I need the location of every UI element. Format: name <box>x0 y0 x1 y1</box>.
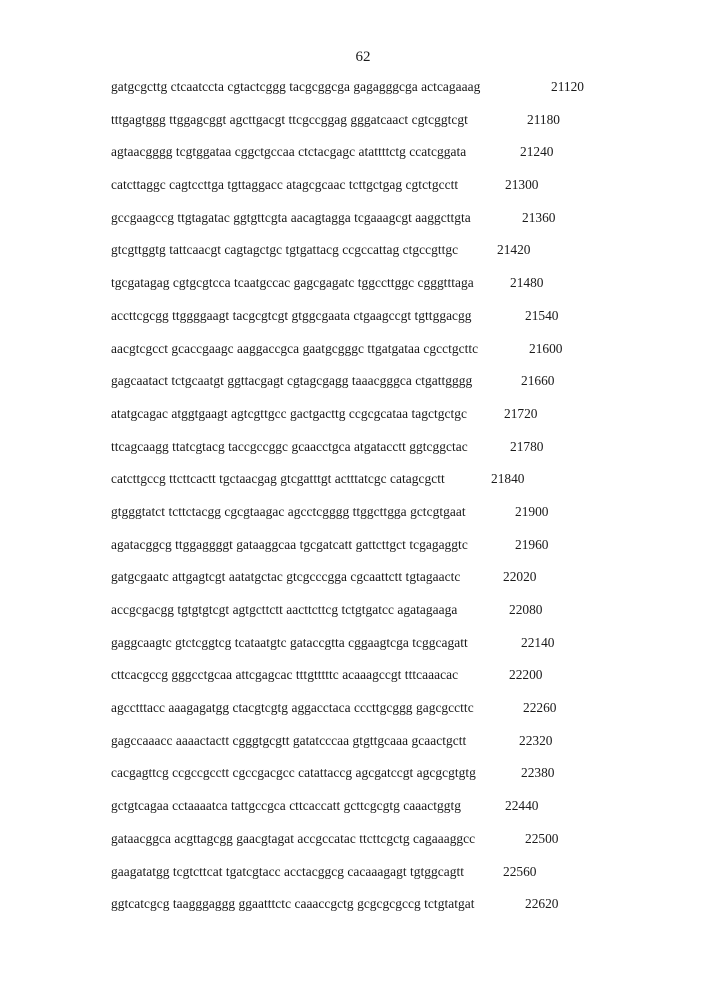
sequence-line <box>111 143 581 176</box>
sequence-text: aacgtcgcct gcaccgaagc aaggaccgca gaatgcgggc ttgatgataa cgcctgcttc <box>111 340 479 356</box>
sequence-text: accttcgcgg ttggggaagt tacgcgtcgt gtggcgaata ctgaagccgt tgttggacgg <box>111 307 472 323</box>
sequence-line <box>111 895 581 928</box>
sequence-position-number: 22560 <box>503 863 537 879</box>
sequence-line <box>111 830 581 863</box>
sequence-line <box>111 111 581 144</box>
sequence-line <box>111 601 581 634</box>
sequence-text: gctgtcagaa cctaaaatca tattgccgca cttcaccatt gcttcgcgtg caaactggtg <box>111 798 462 814</box>
sequence-text: gaagatatgg tcgtcttcat tgatcgtacc acctacggcg cacaaagagt tgtggcagtt <box>111 863 465 879</box>
sequence-line <box>111 764 581 797</box>
sequence-text: agtaacgggg tcgtggataa cggctgccaa ctctacgagc atattttctg ccatcggata <box>111 144 467 160</box>
sequence-position-number: 22200 <box>509 667 543 683</box>
sequence-text: gaggcaagtc gtctcggtcg tcataatgtc gataccgtta cggaagtcga tcggcagatt <box>111 634 468 650</box>
sequence-text: gtcgttggtg tattcaacgt cagtagctgc tgtgattacg ccgccattag ctgccgttgc <box>111 242 459 258</box>
sequence-position-number: 21840 <box>491 471 525 487</box>
sequence-text: cttcacgccg gggcctgcaa attcgagcac tttgtttttc acaaagccgt tttcaaacac <box>111 667 459 683</box>
sequence-line <box>111 209 581 242</box>
sequence-text: ggtcatcgcg taagggaggg ggaatttctc caaaccgctg gcgcgcgccg tctgtatgat <box>111 896 475 912</box>
sequence-position-number: 21600 <box>529 340 563 356</box>
sequence-line <box>111 797 581 830</box>
sequence-position-number: 22440 <box>505 798 539 814</box>
sequence-position-number: 22140 <box>521 634 555 650</box>
sequence-text: accgcgacgg tgtgtgtcgt agtgcttctt aacttcttcg tctgtgatcc agatagaaga <box>111 602 458 617</box>
sequence-line <box>111 666 581 699</box>
sequence-line <box>111 863 581 896</box>
sequence-line <box>111 699 581 732</box>
sequence-position-number: 22080 <box>509 602 543 617</box>
sequence-position-number: 22380 <box>521 765 555 781</box>
sequence-line <box>111 470 581 503</box>
sequence-line <box>111 634 581 667</box>
sequence-text: catcttaggc cagtccttga tgttaggacc atagcgcaac tcttgctgag cgtctgcctt <box>111 177 459 193</box>
sequence-position-number: 21240 <box>520 144 554 160</box>
sequence-position-number: 21660 <box>521 373 555 389</box>
sequence-position-number: 21360 <box>522 209 556 225</box>
sequence-position-number: 22320 <box>519 732 553 748</box>
sequence-line <box>111 732 581 765</box>
sequence-line <box>111 405 581 438</box>
sequence-text: gatgcgaatc attgagtcgt aatatgctac gtcgcccgga cgcaattctt tgtagaactc <box>111 569 461 585</box>
sequence-position-number: 21540 <box>525 307 559 323</box>
sequence-text: gccgaagccg ttgtagatac ggtgttcgta aacagtagga tcgaaagcgt aaggcttgta <box>111 209 471 225</box>
sequence-line <box>111 176 581 209</box>
sequence-line <box>111 241 581 274</box>
sequence-text: gagcaatact tctgcaatgt ggttacgagt cgtagcgagg taaacgggca ctgattgggg <box>111 373 473 389</box>
sequence-line <box>111 307 581 340</box>
sequence-text: agatacggcg ttggaggggt gataaggcaa tgcgatcatt gattcttgct tcgagaggtc <box>111 536 468 552</box>
sequence-position-number: 22260 <box>523 700 557 716</box>
sequence-position-number: 21780 <box>510 438 544 454</box>
sequence-line <box>111 438 581 471</box>
sequence-line <box>111 372 581 405</box>
sequence-line <box>111 274 581 307</box>
sequence-text: gataacggca acgttagcgg gaacgtagat accgccatac ttcttcgctg cagaaaggcc <box>111 830 476 846</box>
sequence-position-number: 22500 <box>525 830 559 846</box>
sequence-text: agcctttacc aaagagatgg ctacgtcgtg aggacctaca cccttgcggg gagcgccttc <box>111 700 474 716</box>
sequence-text: tgcgatagag cgtgcgtcca tcaatgccac gagcgagatc tggccttggc cgggtttaga <box>111 275 474 291</box>
sequence-text: gatgcgcttg ctcaatccta cgtactcggg tacgcggcga gagagggcga actcagaaag <box>111 79 481 94</box>
sequence-line <box>111 536 581 569</box>
sequence-line <box>111 503 581 536</box>
sequence-text: ttcagcaagg ttatcgtacg taccgccggc gcaacctgca atgatacctt ggtcggctac <box>111 438 468 454</box>
sequence-position-number: 21300 <box>505 177 539 193</box>
sequence-line <box>111 568 581 601</box>
sequence-text: catcttgccg ttcttcactt tgctaacgag gtcgatttgt actttatcgc catagcgctt <box>111 471 445 487</box>
sequence-position-number: 21900 <box>515 503 549 519</box>
sequence-position-number: 22620 <box>525 896 559 912</box>
sequence-text: cacgagttcg ccgccgcctt cgccgacgcc catattaccg agcgatccgt agcgcgtgtg <box>111 765 476 781</box>
sequence-line <box>111 78 584 111</box>
sequence-text: tttgagtggg ttggagcggt agcttgacgt ttcgccggag gggatcaact cgtcggtcgt <box>111 111 468 127</box>
sequence-text: atatgcagac atggtgaagt agtcgttgcc gactgacttg ccgcgcataa tagctgctgc <box>111 405 468 421</box>
sequence-position-number: 21720 <box>504 405 538 421</box>
sequence-position-number: 21420 <box>497 242 531 258</box>
sequence-position-number: 21480 <box>510 275 544 291</box>
sequence-text: gtgggtatct tcttctacgg cgcgtaagac agcctcgggg ttggcttgga gctcgtgaat <box>111 503 466 519</box>
sequence-position-number: 21180 <box>527 111 560 127</box>
sequence-text: gagccaaacc aaaactactt cgggtgcgtt gatatcccaa gtgttgcaaa gcaactgctt <box>111 732 467 748</box>
sequence-listing <box>111 78 584 928</box>
sequence-position-number: 21960 <box>515 536 549 552</box>
sequence-line <box>111 340 581 373</box>
sequence-position-number: 22020 <box>503 569 537 585</box>
page-number: 62 <box>355 49 371 65</box>
sequence-position-number: 21120 <box>551 79 584 94</box>
